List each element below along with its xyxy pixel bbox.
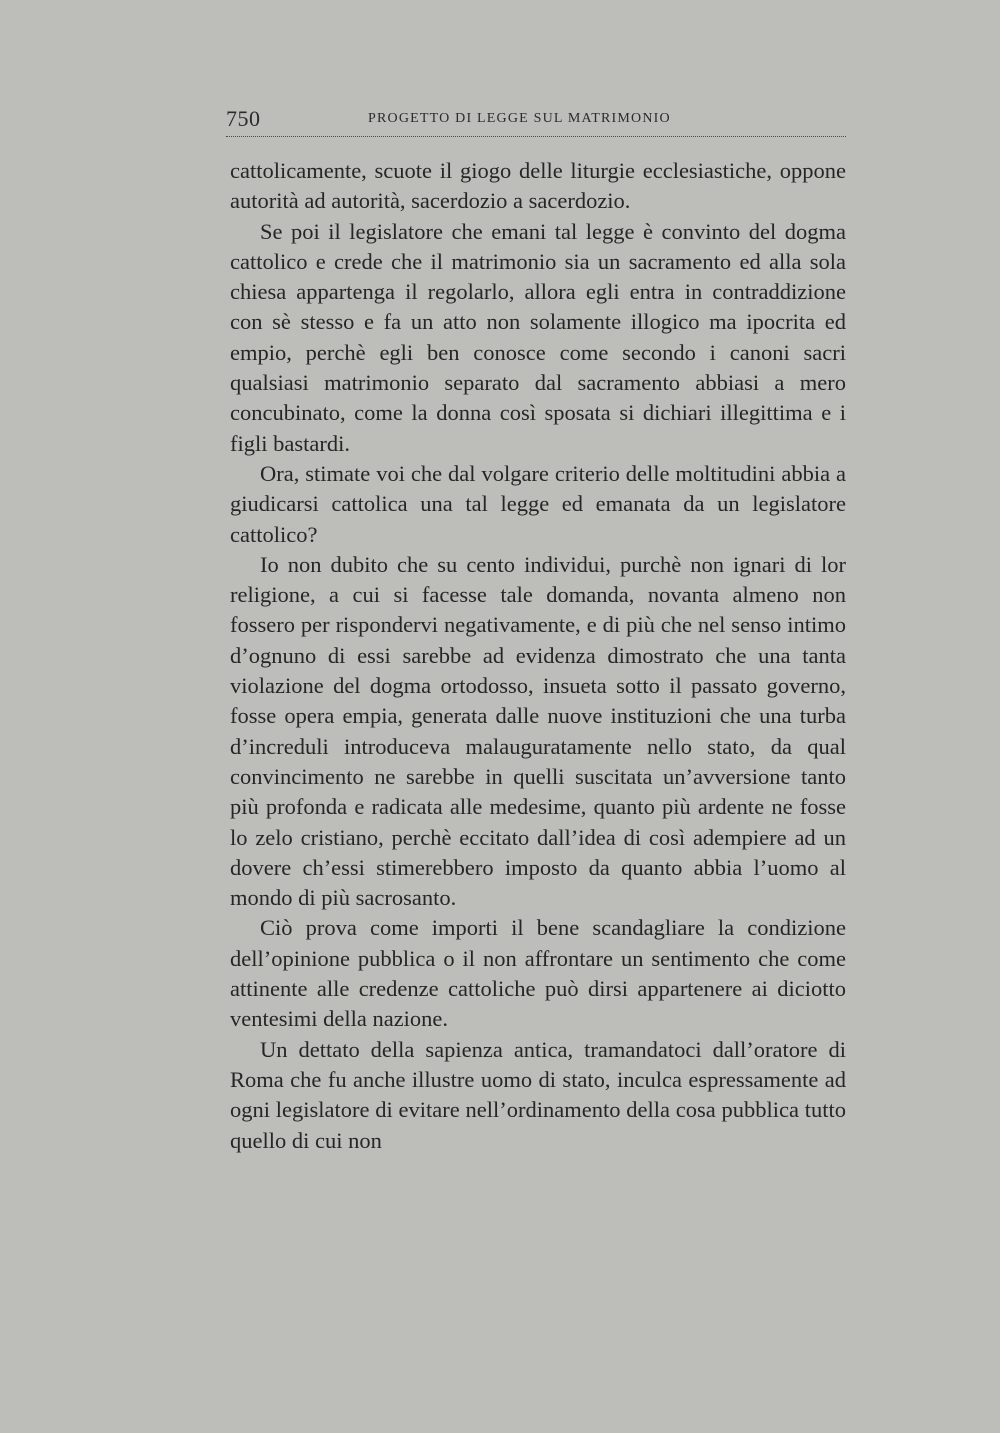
running-head: [226, 106, 846, 140]
body-text: [230, 156, 846, 1156]
header-dotted-rule: [226, 136, 846, 137]
paragraph: Ora, stimate voi che dal volgare criterio delle moltitudini abbia a giudicarsi cattolica una tal legge ed emanata da un legislatore cattolico?: [230, 460, 846, 547]
paragraph: Io non dubito che su cento individui, purchè non ignari di lor religione, a cui si facesse tale domanda, novanta almeno non fossero per rispondervi negativamente, e di più che nel senso intimo d’ognuno di essi sarebbe ad evidenza dimostrato che una tanta violazione del dogma ortodosso, insueta sotto il passato governo, fosse opera empia, generata dalle nuove instituzioni che una turba d’increduli introduceva malauguratamente nello stato, da qual convincimento ne sarebbe in quelli suscitata un’avversione tanto più profonda e radicata alle medesime, quanto più ardente ne fosse lo zelo cristiano, perchè eccitato dall’idea di così adempiere ad un dovere ch’essi stimerebbero imposto da quanto abbia l’uomo al mondo di più sacrosanto.: [230, 551, 846, 911]
paragraph: Ciò prova come importi il bene scandagliare la condizione dell’opinione pubblica o il non affrontare un sentimento che come attinente alle credenze cattoliche può dirsi appartenere ai diciotto ventesimi della nazione.: [230, 915, 846, 1032]
paragraph-continued: cattolicamente, scuote il giogo delle liturgie ecclesiastiche, oppone autorità ad autorità, sacerdozio a sacerdozio.: [230, 158, 846, 214]
paragraph: Un dettato della sapienza antica, tramandatoci dall’oratore di Roma che fu anche illustre uomo di stato, inculca espressamente ad ogni legislatore di evitare nell’ordinamento della cosa pubblica tutto quello di cui non: [230, 1036, 846, 1153]
running-title: PROGETTO DI LEGGE SUL MATRIMONIO: [368, 111, 671, 126]
page-number: 750: [226, 106, 261, 131]
paragraph: Se poi il legislatore che emani tal legge è convinto del dogma cattolico e crede che il matrimonio sia un sacramento ed alla sola chiesa appartenga il regolarlo, allora egli entra in contraddizione con sè stesso e fa un atto non solamente illogico ma ipocrita ed empio, perchè egli ben conosce come secondo i canoni sacri qualsiasi matrimonio separato dal sacramento abbiasi a mero concubinato, come la donna così sposata si dichiari illegittima e i figli bastardi.: [230, 218, 846, 456]
